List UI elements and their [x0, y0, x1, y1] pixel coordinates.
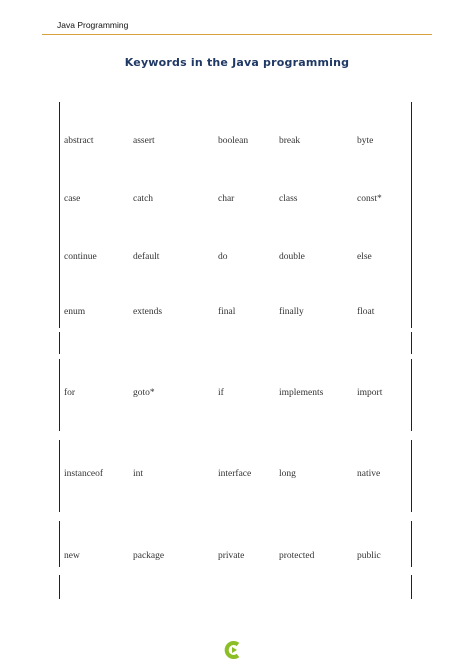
keyword-cell: long: [279, 469, 296, 479]
keyword-cell: class: [279, 194, 298, 204]
keyword-cell: for: [64, 388, 76, 398]
keyword-cell: double: [279, 252, 305, 262]
keyword-cell: byte: [357, 136, 374, 146]
table-left-border: [59, 575, 60, 599]
keyword-row: [0, 551, 474, 565]
keyword-cell: case: [64, 194, 81, 204]
keyword-cell: const*: [357, 194, 382, 204]
table-left-border: [59, 332, 60, 354]
keyword-cell: default: [133, 252, 160, 262]
keyword-row: [0, 136, 474, 150]
keyword-row: [0, 469, 474, 483]
keyword-row: [0, 252, 474, 266]
keyword-cell: do: [218, 252, 228, 262]
keyword-cell: native: [357, 469, 381, 479]
keyword-cell: int: [133, 469, 144, 479]
keyword-cell: new: [64, 551, 80, 561]
keyword-row: [0, 388, 474, 402]
c-arrow-logo-icon: [223, 640, 243, 660]
keyword-cell: interface: [218, 469, 252, 479]
keyword-cell: float: [357, 307, 375, 317]
keyword-cell: final: [218, 307, 236, 317]
keyword-cell: if: [218, 388, 224, 398]
keyword-cell: package: [133, 551, 165, 561]
keyword-cell: break: [279, 136, 301, 146]
keyword-cell: import: [357, 388, 383, 398]
header-rule: [42, 34, 432, 35]
keyword-cell: instanceof: [64, 469, 104, 479]
keyword-cell: protected: [279, 551, 315, 561]
keyword-row: [0, 194, 474, 208]
running-header: Java Programming: [57, 20, 129, 30]
keyword-cell: enum: [64, 307, 86, 317]
keyword-cell: continue: [64, 252, 97, 262]
keyword-cell: goto*: [133, 388, 155, 398]
keyword-cell: public: [357, 551, 381, 561]
keyword-cell: catch: [133, 194, 154, 204]
keyword-cell: boolean: [218, 136, 249, 146]
keyword-row: [0, 307, 474, 321]
table-right-border: [411, 332, 412, 354]
keyword-cell: assert: [133, 136, 155, 146]
keyword-cell: finally: [279, 307, 304, 317]
keyword-cell: char: [218, 194, 235, 204]
keyword-cell: implements: [279, 388, 324, 398]
page-title: Keywords in the Java programming: [124, 56, 350, 69]
keyword-cell: extends: [133, 307, 163, 317]
keyword-cell: else: [357, 252, 372, 262]
table-right-border: [411, 575, 412, 599]
keyword-cell: private: [218, 551, 245, 561]
keyword-cell: abstract: [64, 136, 94, 146]
